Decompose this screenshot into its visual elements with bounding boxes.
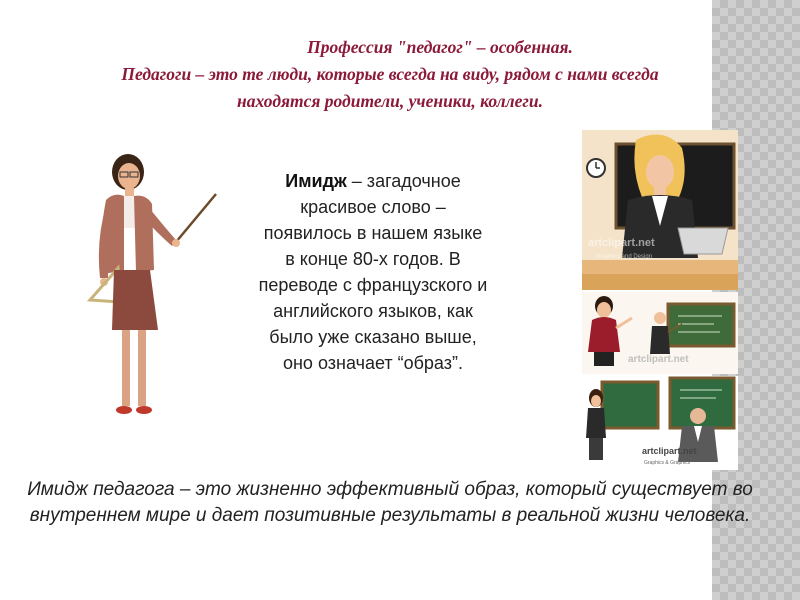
teacher-at-blackboard-illustration	[582, 130, 738, 290]
watermark-text: artclipart.net	[642, 446, 697, 456]
description-term: Имидж	[285, 171, 347, 191]
teacher-pointing-chalkboard-illustration	[582, 292, 738, 374]
description-text: – загадочное красивое слово – появилось в нашем языке в конце 80-х годов. В переводе с французского и английского языков, как было уже сказано выше, оно означает “образ”.	[258, 171, 488, 373]
watermark-subtext: Graphics & Graphics	[644, 460, 691, 466]
slide-title	[40, 34, 740, 115]
watermark-text: artclipart.net	[588, 237, 655, 249]
title-line-1: Профессия "педагог" – особенная.	[307, 37, 573, 57]
title-line-2: Педагоги – это те люди, которые всегда на виду, рядом с нами всегда	[121, 64, 659, 84]
image-description	[258, 168, 488, 376]
conclusion-text: Имидж педагога – это жизненно эффективный образ, который существует во внутреннем мире и дает позитивные результаты в реальной жизни человека.	[27, 479, 753, 526]
title-line-3: находятся родители, ученики, коллеги.	[237, 91, 543, 111]
teachers-at-chalkboards-illustration	[582, 376, 738, 470]
watermark-text: artclipart.net	[628, 354, 689, 365]
watermark-subtext: Graphics and Design	[596, 254, 653, 260]
teacher-with-pointer-illustration	[84, 150, 224, 430]
